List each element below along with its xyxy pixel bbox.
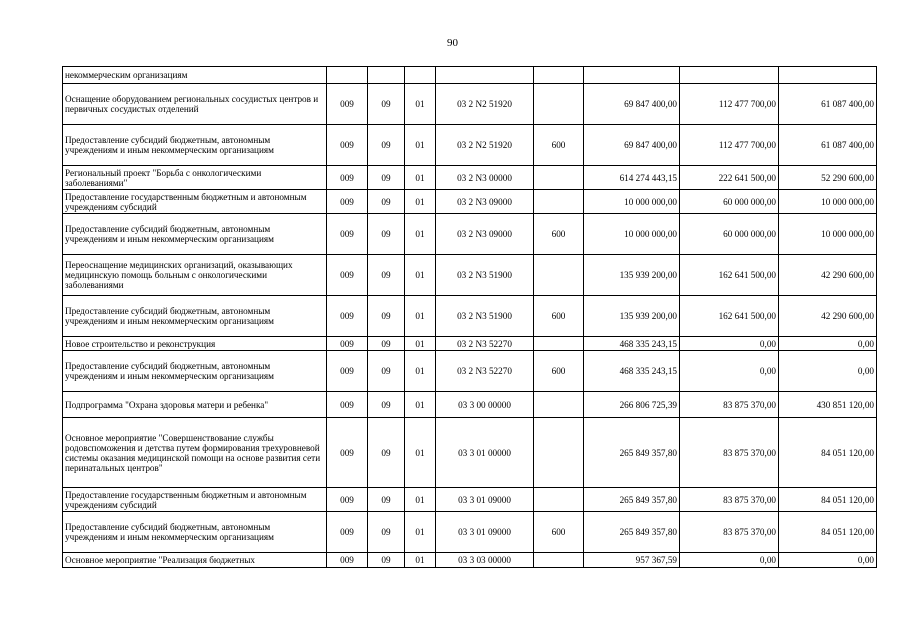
sum-year-2: 0,00 bbox=[680, 351, 779, 392]
sum-year-2: 0,00 bbox=[680, 553, 779, 568]
table-row bbox=[63, 392, 877, 418]
table-row bbox=[63, 214, 877, 255]
row-name: Подпрограмма "Охрана здоровья матери и ребенка" bbox=[63, 392, 327, 418]
row-name: Предоставление государственным бюджетным и автономным учреждениям субсидий bbox=[63, 488, 327, 512]
sum-year-1: 69 847 400,00 bbox=[584, 84, 680, 125]
sum-year-2: 83 875 370,00 bbox=[680, 488, 779, 512]
page-number: 90 bbox=[447, 37, 458, 49]
sum-year-2: 83 875 370,00 bbox=[680, 418, 779, 488]
section-code: 09 bbox=[368, 255, 405, 296]
subsection-code: 01 bbox=[405, 214, 436, 255]
subsection-code: 01 bbox=[405, 337, 436, 351]
section-code: 09 bbox=[368, 337, 405, 351]
sum-year-3: 52 290 600,00 bbox=[779, 166, 877, 190]
target-article-code: 03 2 N3 51900 bbox=[436, 255, 534, 296]
ministry-code bbox=[327, 67, 368, 84]
sum-year-1: 468 335 243,15 bbox=[584, 337, 680, 351]
row-name: некоммерческим организациям bbox=[63, 67, 327, 84]
section-code: 09 bbox=[368, 392, 405, 418]
expense-type-code bbox=[534, 553, 584, 568]
table-row bbox=[63, 125, 877, 166]
section-code: 09 bbox=[368, 84, 405, 125]
section-code: 09 bbox=[368, 488, 405, 512]
sum-year-2: 112 477 700,00 bbox=[680, 125, 779, 166]
ministry-code: 009 bbox=[327, 166, 368, 190]
ministry-code: 009 bbox=[327, 351, 368, 392]
subsection-code: 01 bbox=[405, 190, 436, 214]
table-row bbox=[63, 488, 877, 512]
target-article-code: 03 3 01 09000 bbox=[436, 512, 534, 553]
expense-type-code bbox=[534, 337, 584, 351]
row-name: Предоставление субсидий бюджетным, автономным учреждениям и иным некоммерческим организациям bbox=[63, 512, 327, 553]
sum-year-1: 266 806 725,39 bbox=[584, 392, 680, 418]
target-article-code: 03 3 01 00000 bbox=[436, 418, 534, 488]
section-code: 09 bbox=[368, 166, 405, 190]
ministry-code: 009 bbox=[327, 125, 368, 166]
table-row bbox=[63, 255, 877, 296]
sum-year-3: 0,00 bbox=[779, 553, 877, 568]
section-code: 09 bbox=[368, 418, 405, 488]
subsection-code bbox=[405, 67, 436, 84]
sum-year-1: 135 939 200,00 bbox=[584, 296, 680, 337]
sum-year-3: 61 087 400,00 bbox=[779, 84, 877, 125]
subsection-code: 01 bbox=[405, 392, 436, 418]
sum-year-2: 60 000 000,00 bbox=[680, 190, 779, 214]
subsection-code: 01 bbox=[405, 488, 436, 512]
row-name: Предоставление субсидий бюджетным, автономным учреждениям и иным некоммерческим организациям bbox=[63, 296, 327, 337]
sum-year-1: 957 367,59 bbox=[584, 553, 680, 568]
ministry-code: 009 bbox=[327, 488, 368, 512]
section-code: 09 bbox=[368, 214, 405, 255]
target-article-code: 03 3 03 00000 bbox=[436, 553, 534, 568]
sum-year-3: 0,00 bbox=[779, 337, 877, 351]
subsection-code: 01 bbox=[405, 512, 436, 553]
sum-year-3: 84 051 120,00 bbox=[779, 418, 877, 488]
sum-year-2 bbox=[680, 67, 779, 84]
target-article-code: 03 2 N3 00000 bbox=[436, 166, 534, 190]
ministry-code: 009 bbox=[327, 296, 368, 337]
sum-year-2: 162 641 500,00 bbox=[680, 255, 779, 296]
target-article-code: 03 2 N3 52270 bbox=[436, 337, 534, 351]
ministry-code: 009 bbox=[327, 512, 368, 553]
expense-type-code: 600 bbox=[534, 125, 584, 166]
sum-year-2: 60 000 000,00 bbox=[680, 214, 779, 255]
expense-type-code: 600 bbox=[534, 214, 584, 255]
target-article-code: 03 2 N3 09000 bbox=[436, 214, 534, 255]
table-row bbox=[63, 84, 877, 125]
table-row bbox=[63, 190, 877, 214]
target-article-code: 03 2 N2 51920 bbox=[436, 125, 534, 166]
expense-type-code bbox=[534, 166, 584, 190]
sum-year-2: 112 477 700,00 bbox=[680, 84, 779, 125]
sum-year-3: 10 000 000,00 bbox=[779, 190, 877, 214]
sum-year-3: 42 290 600,00 bbox=[779, 255, 877, 296]
sum-year-3: 0,00 bbox=[779, 351, 877, 392]
table-row bbox=[63, 351, 877, 392]
subsection-code: 01 bbox=[405, 255, 436, 296]
expense-type-code: 600 bbox=[534, 351, 584, 392]
target-article-code: 03 2 N3 51900 bbox=[436, 296, 534, 337]
budget-table bbox=[62, 66, 877, 568]
target-article-code: 03 3 00 00000 bbox=[436, 392, 534, 418]
subsection-code: 01 bbox=[405, 296, 436, 337]
expense-type-code bbox=[534, 488, 584, 512]
subsection-code: 01 bbox=[405, 553, 436, 568]
section-code: 09 bbox=[368, 190, 405, 214]
ministry-code: 009 bbox=[327, 553, 368, 568]
section-code: 09 bbox=[368, 125, 405, 166]
target-article-code: 03 2 N3 09000 bbox=[436, 190, 534, 214]
sum-year-3: 84 051 120,00 bbox=[779, 512, 877, 553]
target-article-code bbox=[436, 67, 534, 84]
expense-type-code bbox=[534, 392, 584, 418]
expense-type-code bbox=[534, 418, 584, 488]
sum-year-3 bbox=[779, 67, 877, 84]
row-name: Основное мероприятие "Совершенствование службы родовспоможения и детства путем формирования трехуровневой системы оказания медицинской помощи на основе развития сети перинатальных центров" bbox=[63, 418, 327, 488]
section-code bbox=[368, 67, 405, 84]
target-article-code: 03 2 N2 51920 bbox=[436, 84, 534, 125]
expense-type-code bbox=[534, 67, 584, 84]
sum-year-3: 42 290 600,00 bbox=[779, 296, 877, 337]
sum-year-3: 84 051 120,00 bbox=[779, 488, 877, 512]
subsection-code: 01 bbox=[405, 166, 436, 190]
expense-type-code: 600 bbox=[534, 512, 584, 553]
expense-type-code bbox=[534, 255, 584, 296]
sum-year-1: 135 939 200,00 bbox=[584, 255, 680, 296]
table-row bbox=[63, 337, 877, 351]
target-article-code: 03 3 01 09000 bbox=[436, 488, 534, 512]
table-row bbox=[63, 166, 877, 190]
expense-type-code bbox=[534, 84, 584, 125]
sum-year-2: 0,00 bbox=[680, 337, 779, 351]
target-article-code: 03 2 N3 52270 bbox=[436, 351, 534, 392]
section-code: 09 bbox=[368, 512, 405, 553]
ministry-code: 009 bbox=[327, 84, 368, 125]
row-name: Предоставление субсидий бюджетным, автономным учреждениям и иным некоммерческим организациям bbox=[63, 214, 327, 255]
row-name: Оснащение оборудованием региональных сосудистых центров и первичных сосудистых отделений bbox=[63, 84, 327, 125]
subsection-code: 01 bbox=[405, 351, 436, 392]
table-row bbox=[63, 296, 877, 337]
sum-year-3: 430 851 120,00 bbox=[779, 392, 877, 418]
sum-year-2: 162 641 500,00 bbox=[680, 296, 779, 337]
row-name: Региональный проект "Борьба с онкологическими заболеваниями" bbox=[63, 166, 327, 190]
sum-year-1: 468 335 243,15 bbox=[584, 351, 680, 392]
sum-year-2: 83 875 370,00 bbox=[680, 392, 779, 418]
expense-type-code bbox=[534, 190, 584, 214]
ministry-code: 009 bbox=[327, 392, 368, 418]
row-name: Предоставление субсидий бюджетным, автономным учреждениям и иным некоммерческим организациям bbox=[63, 125, 327, 166]
row-name: Переоснащение медицинских организаций, оказывающих медицинскую помощь больным с онкологическими заболеваниями bbox=[63, 255, 327, 296]
section-code: 09 bbox=[368, 296, 405, 337]
sum-year-1: 265 849 357,80 bbox=[584, 488, 680, 512]
sum-year-1: 10 000 000,00 bbox=[584, 214, 680, 255]
table-row bbox=[63, 418, 877, 488]
section-code: 09 bbox=[368, 553, 405, 568]
ministry-code: 009 bbox=[327, 214, 368, 255]
sum-year-1 bbox=[584, 67, 680, 84]
table-row bbox=[63, 553, 877, 568]
sum-year-3: 61 087 400,00 bbox=[779, 125, 877, 166]
table-row bbox=[63, 512, 877, 553]
sum-year-1: 10 000 000,00 bbox=[584, 190, 680, 214]
sum-year-3: 10 000 000,00 bbox=[779, 214, 877, 255]
row-name: Предоставление субсидий бюджетным, автономным учреждениям и иным некоммерческим организациям bbox=[63, 351, 327, 392]
row-name: Новое строительство и реконструкция bbox=[63, 337, 327, 351]
sum-year-1: 265 849 357,80 bbox=[584, 512, 680, 553]
ministry-code: 009 bbox=[327, 337, 368, 351]
section-code: 09 bbox=[368, 351, 405, 392]
ministry-code: 009 bbox=[327, 190, 368, 214]
ministry-code: 009 bbox=[327, 255, 368, 296]
ministry-code: 009 bbox=[327, 418, 368, 488]
subsection-code: 01 bbox=[405, 84, 436, 125]
sum-year-1: 265 849 357,80 bbox=[584, 418, 680, 488]
sum-year-1: 614 274 443,15 bbox=[584, 166, 680, 190]
subsection-code: 01 bbox=[405, 125, 436, 166]
sum-year-1: 69 847 400,00 bbox=[584, 125, 680, 166]
row-name: Основное мероприятие "Реализация бюджетных bbox=[63, 553, 327, 568]
expense-type-code: 600 bbox=[534, 296, 584, 337]
subsection-code: 01 bbox=[405, 418, 436, 488]
sum-year-2: 83 875 370,00 bbox=[680, 512, 779, 553]
sum-year-2: 222 641 500,00 bbox=[680, 166, 779, 190]
table-row bbox=[63, 67, 877, 84]
row-name: Предоставление государственным бюджетным и автономным учреждениям субсидий bbox=[63, 190, 327, 214]
